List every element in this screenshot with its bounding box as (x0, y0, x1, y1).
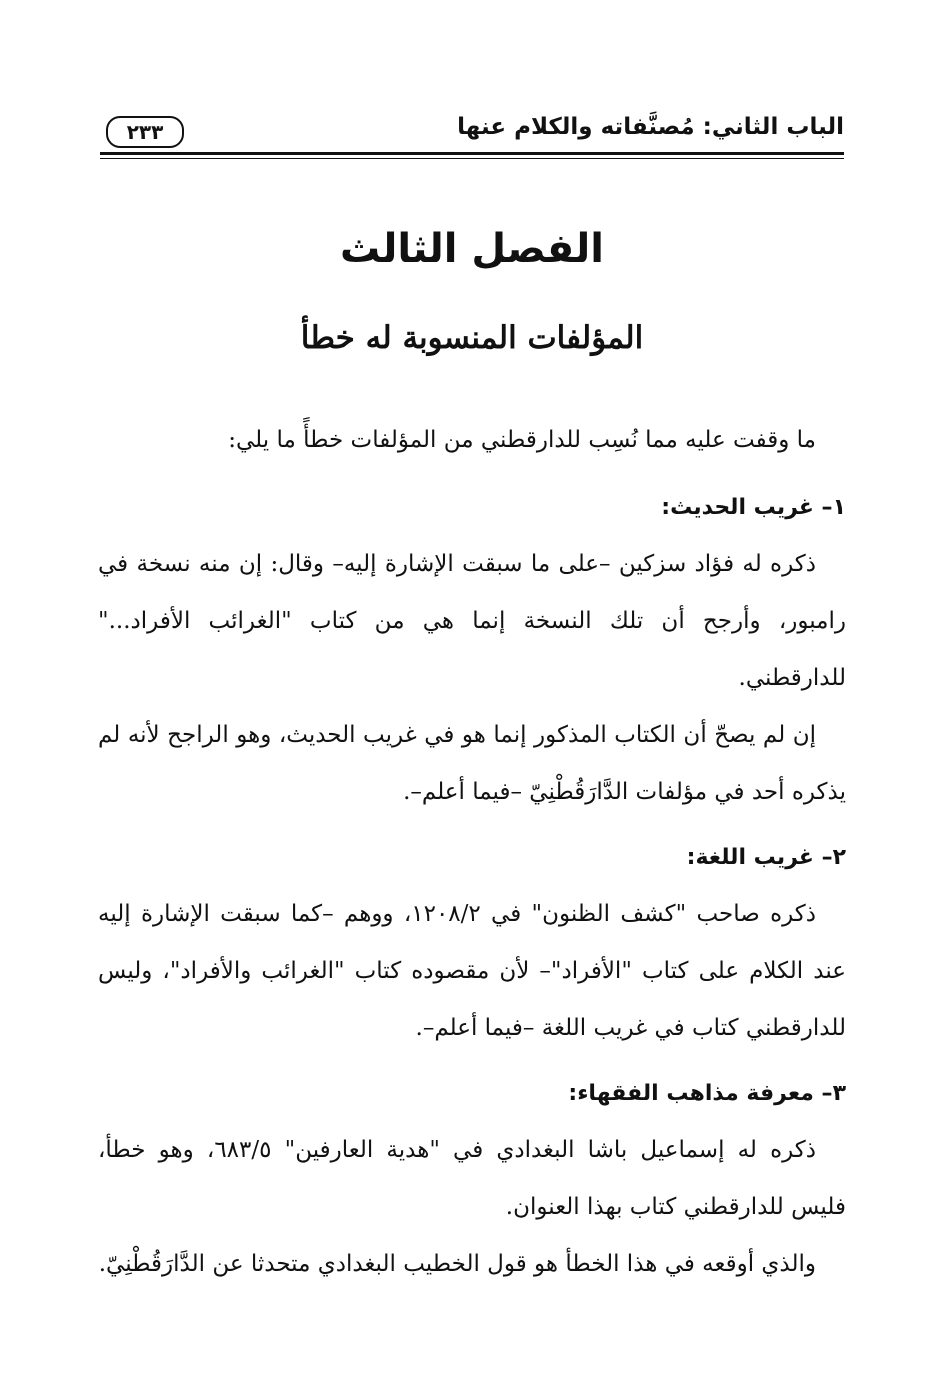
paragraph: والذي أوقعه في هذا الخطأ هو قول الخطيب البغدادي متحدثا عن الدَّارَقُطْنِيّ. (98, 1251, 816, 1277)
paragraph: إن لم يصحّ أن الكتاب المذكور إنما هو في غريب الحديث، وهو الراجح لأنه لم يذكره أحد في مؤلفات الدَّارَقُطْنِيّ –فيما أعلم–. (98, 722, 846, 805)
item-heading-gharib-hadith: ١– غريب الحديث: (661, 495, 846, 520)
header-rule-thick (100, 152, 844, 155)
item-heading-gharib-lugha: ٢– غريب اللغة: (686, 845, 846, 870)
body-text (98, 412, 846, 1293)
item-heading-madhahib-fuqaha: ٣– معرفة مذاهب الفقهاء: (568, 1081, 846, 1106)
chapter-title: الفصل الثالث (339, 226, 604, 272)
paragraph: ذكره له إسماعيل باشا البغدادي في "هدية العارفين" ٦٨٣/٥، وهو خطأ، فليس للدارقطني كتاب بهذا العنوان. (98, 1137, 846, 1220)
running-header-title: الباب الثاني: مُصنَّفاته والكلام عنها (457, 114, 844, 140)
intro-paragraph: ما وقفت عليه مما نُسِب للدارقطني من المؤلفات خطأً ما يلي: (228, 427, 816, 453)
paragraph: ذكره صاحب "كشف الظنون" في ١٢٠٨/٢، ووهم –كما سبقت الإشارة إليه عند الكلام على كتاب "الأفراد"– لأن مقصوده كتاب "الغرائب والأفراد"، وليس للدارقطني كتاب في غريب اللغة –فيما أعلم–. (98, 901, 846, 1041)
paragraph: ذكره له فؤاد سزكين –على ما سبقت الإشارة إليه– وقال: إن منه نسخة في رامبور، وأرجح أن تلك النسخة إنما هي من كتاب "الغرائب الأفراد..." للدارقطني. (98, 551, 846, 691)
page-number-badge: ٢٣٣ (106, 116, 184, 148)
header-rule-thin (100, 158, 844, 159)
section-title: المؤلفات المنسوبة له خطأ (300, 320, 644, 356)
running-header (100, 110, 844, 156)
